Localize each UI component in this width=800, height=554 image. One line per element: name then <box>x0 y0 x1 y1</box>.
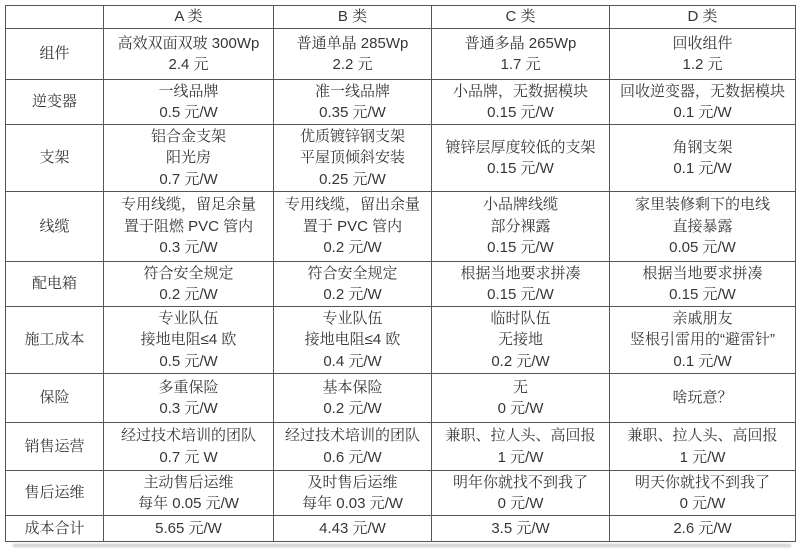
cell-line: 高效双面双玻 300Wp <box>117 34 260 52</box>
cell-line: 兼职、拉人头、高回报 <box>445 427 596 444</box>
cell-line: 符合安全规定 <box>307 264 398 282</box>
cell-line: 多重保险 <box>158 378 219 396</box>
table-cell <box>274 125 432 192</box>
table-cell <box>274 262 432 307</box>
table-cell <box>610 471 796 516</box>
cell-line: 1 元/W <box>679 448 726 466</box>
cell-line: 4.43 元/W <box>319 519 386 537</box>
table-cell <box>104 307 274 374</box>
row-label: 施工成本 <box>6 307 104 374</box>
table-cell <box>610 374 796 423</box>
column-header: A 类 <box>104 6 274 29</box>
cell-line: 接地电阻≤4 欧 <box>304 331 401 349</box>
table-cell <box>274 192 432 262</box>
table-cell <box>432 516 610 542</box>
table-cell <box>432 29 610 80</box>
row-label: 逆变器 <box>6 80 104 125</box>
cell-line: 0.25 元/W <box>319 170 386 188</box>
cell-line: 根据当地要求拼凑 <box>460 264 581 282</box>
table-row <box>6 423 796 471</box>
table-row <box>6 192 796 262</box>
cell-line: 亲戚朋友 <box>672 309 733 327</box>
table-cell <box>274 516 432 542</box>
cell-line: 竖根引雷用的“避雷针” <box>630 331 775 349</box>
table-cell <box>432 262 610 307</box>
table-cell <box>274 423 432 471</box>
cell-line: 无 <box>512 378 528 396</box>
cell-line: 2.6 元/W <box>673 519 732 537</box>
table-cell <box>432 192 610 262</box>
row-label: 售后运维 <box>6 471 104 516</box>
row-label: 销售运营 <box>6 423 104 471</box>
table-row <box>6 307 796 374</box>
cell-line: 普通多晶 265Wp <box>464 34 577 52</box>
cell-line: 铝合金支架 <box>150 127 226 145</box>
table-cell <box>610 516 796 542</box>
cell-line: 0.4 元/W <box>323 352 382 370</box>
cell-line: 明天你就找不到我了 <box>634 473 770 491</box>
cell-line: 回收逆变器，无数据模块 <box>619 82 785 100</box>
table-cell <box>610 29 796 80</box>
cell-line: 啥玩意？ <box>672 389 733 407</box>
cell-line: 准一线品牌 <box>314 82 390 100</box>
cell-line: 专用线缆，留足余量 <box>120 196 256 214</box>
cell-line: 0.15 元/W <box>487 160 554 177</box>
table-cell <box>104 192 274 262</box>
column-header: B 类 <box>274 6 432 29</box>
cell-line: 0.1 元/W <box>673 104 732 121</box>
row-label: 成本合计 <box>6 516 104 542</box>
cell-line: 小品牌线缆 <box>482 196 558 214</box>
cell-line: 0.15 元/W <box>487 104 554 121</box>
cell-line: 2.2 元 <box>332 56 373 73</box>
cell-line: 0.3 元/W <box>159 239 218 257</box>
table-cell <box>432 307 610 374</box>
column-header: C 类 <box>432 6 610 29</box>
cell-line: 0.5 元/W <box>159 352 218 370</box>
table-header <box>6 6 796 29</box>
cell-line: 专业队伍 <box>322 309 383 327</box>
cell-line: 1.2 元 <box>682 56 723 73</box>
table-cell <box>432 423 610 471</box>
cell-line: 每年 0.05 元/W <box>138 495 239 512</box>
cell-line: 0.15 元/W <box>487 239 554 257</box>
table-row <box>6 262 796 307</box>
table-cell <box>610 307 796 374</box>
cell-line: 0.7 元/W <box>159 170 218 188</box>
table-cell <box>104 374 274 423</box>
table-cell <box>104 423 274 471</box>
cell-line: 0.3 元/W <box>159 400 218 417</box>
table-cell <box>610 125 796 192</box>
cell-line: 0.1 元/W <box>673 352 732 370</box>
cell-line: 置于 PVC 管内 <box>302 217 403 235</box>
table-cell <box>432 80 610 125</box>
cell-line: 0.2 元/W <box>323 400 382 417</box>
table-cell <box>610 192 796 262</box>
table-cell <box>104 471 274 516</box>
cell-line: 0 元/W <box>497 495 544 512</box>
cell-line: 专用线缆，留出余量 <box>284 196 420 214</box>
cell-line: 角钢支架 <box>672 138 733 156</box>
cell-line: 0 元/W <box>497 400 544 417</box>
table-row <box>6 29 796 80</box>
cell-line: 置于阻燃 PVC 管内 <box>123 217 254 235</box>
row-label: 线缆 <box>6 192 104 262</box>
table-cell <box>274 374 432 423</box>
table-cell <box>610 80 796 125</box>
cell-line: 部分裸露 <box>490 217 551 235</box>
cell-line: 明年你就找不到我了 <box>452 473 588 491</box>
cell-line: 1 元/W <box>497 448 544 466</box>
table-body <box>6 29 796 542</box>
cell-line: 0.2 元/W <box>159 286 218 303</box>
cell-line: 每年 0.03 元/W <box>302 495 403 512</box>
table-cell <box>104 29 274 80</box>
cell-line: 0.6 元/W <box>323 448 382 466</box>
cell-line: 优质镀锌钢支架 <box>299 127 405 145</box>
cell-line: 经过技术培训的团队 <box>120 427 256 444</box>
table-row <box>6 125 796 192</box>
cell-line: 接地电阻≤4 欧 <box>140 331 237 349</box>
cell-line: 0.2 元/W <box>323 239 382 257</box>
cell-line: 专业队伍 <box>158 309 219 327</box>
cell-line: 0.2 元/W <box>323 286 382 303</box>
cell-line: 平屋顶倾斜安装 <box>299 149 405 167</box>
table-cell <box>274 80 432 125</box>
table-row <box>6 471 796 516</box>
table-cell <box>274 471 432 516</box>
cropped-next-row-edge <box>13 544 791 547</box>
cell-line: 0.5 元/W <box>159 104 218 121</box>
cell-line: 0.1 元/W <box>673 160 732 177</box>
cell-line: 直接暴露 <box>672 217 733 235</box>
cell-line: 0.15 元/W <box>669 286 736 303</box>
cell-line: 小品牌，无数据模块 <box>452 82 588 100</box>
cell-line: 符合安全规定 <box>143 264 234 282</box>
table-cell <box>274 29 432 80</box>
cell-line: 3.5 元/W <box>491 519 550 537</box>
cell-line: 无接地 <box>497 331 543 349</box>
table-cell <box>432 374 610 423</box>
cost-comparison-table <box>5 5 796 542</box>
cell-line: 2.4 元 <box>168 56 209 73</box>
cell-line: 回收组件 <box>672 34 733 52</box>
cell-line: 0 元/W <box>679 495 726 512</box>
table-row <box>6 516 796 542</box>
cell-line: 根据当地要求拼凑 <box>642 264 763 282</box>
column-header: D 类 <box>610 6 796 29</box>
cell-line: 阳光房 <box>165 149 211 167</box>
cell-line: 及时售后运维 <box>307 473 398 491</box>
cell-line: 普通单晶 285Wp <box>296 34 409 52</box>
table-cell <box>610 262 796 307</box>
table-row <box>6 80 796 125</box>
cell-line: 一线品牌 <box>158 82 219 100</box>
table-cell <box>610 423 796 471</box>
cell-line: 0.35 元/W <box>319 104 386 121</box>
cell-line: 主动售后运维 <box>143 473 234 491</box>
cell-line: 1.7 元 <box>500 56 541 73</box>
cell-line: 兼职、拉人头、高回报 <box>627 427 778 444</box>
table-cell <box>432 471 610 516</box>
row-label: 保险 <box>6 374 104 423</box>
cell-line: 经过技术培训的团队 <box>284 427 420 444</box>
cell-line: 家里装修剩下的电线 <box>634 196 770 214</box>
row-label: 配电箱 <box>6 262 104 307</box>
table-cell <box>274 307 432 374</box>
corner-cell <box>6 6 104 29</box>
table-cell <box>104 125 274 192</box>
cell-line: 基本保险 <box>322 378 383 396</box>
cell-line: 0.2 元/W <box>491 352 550 370</box>
row-label: 组件 <box>6 29 104 80</box>
cell-line: 0.05 元/W <box>669 239 736 257</box>
row-label: 支架 <box>6 125 104 192</box>
cell-line: 0.15 元/W <box>487 286 554 303</box>
table-cell <box>104 262 274 307</box>
cell-line: 0.7 元 W <box>159 448 218 466</box>
table-cell <box>104 516 274 542</box>
cell-line: 5.65 元/W <box>155 519 222 537</box>
table-cell <box>104 80 274 125</box>
cell-line: 临时队伍 <box>490 309 551 327</box>
cell-line: 镀锌层厚度较低的支架 <box>445 138 596 156</box>
table-cell <box>432 125 610 192</box>
table-row <box>6 374 796 423</box>
